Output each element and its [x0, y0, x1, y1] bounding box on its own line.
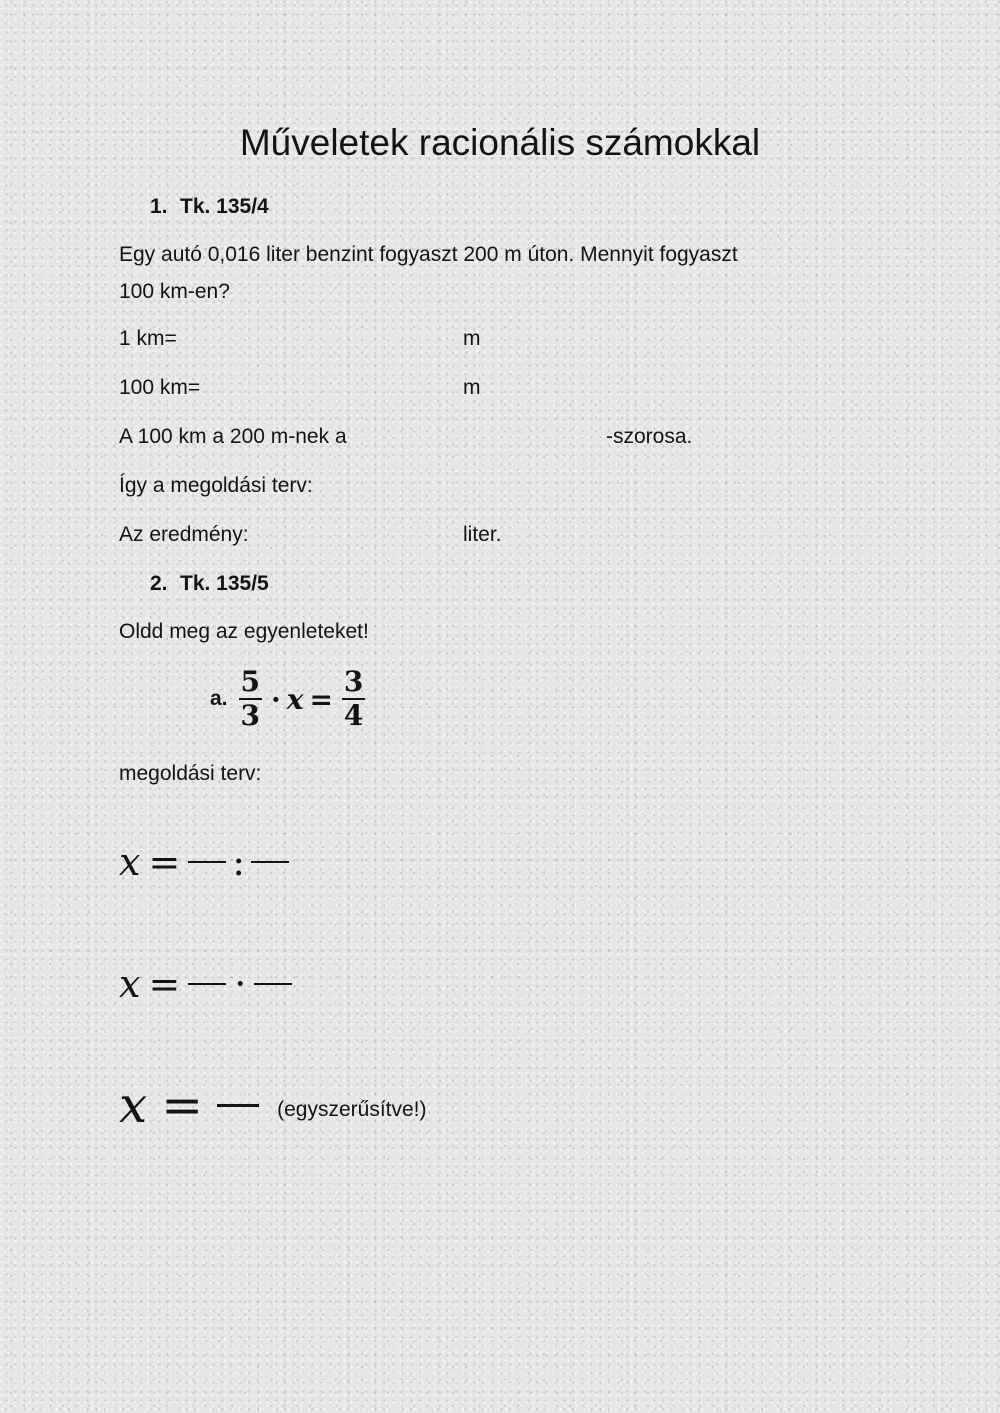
fraction-right-numerator: 3	[342, 666, 365, 700]
task2-heading	[150, 572, 269, 596]
row3-suffix: -szorosa.	[606, 425, 693, 448]
row2-label: 100 km=	[119, 376, 201, 399]
line1-divide: :	[232, 840, 246, 884]
fraction-right-denominator: 4	[343, 699, 364, 733]
row2-unit: m	[463, 376, 481, 399]
line3-variable: x	[119, 1076, 148, 1134]
equation-a	[210, 666, 368, 732]
fraction-right	[342, 666, 365, 732]
line2-equals: =	[148, 962, 181, 1006]
result-label: Az eredmény:	[119, 523, 249, 546]
solution-line-3	[119, 1076, 427, 1134]
task2-heading-text: Tk. 135/5	[180, 572, 269, 595]
row3-label: A 100 km a 200 m-nek a	[119, 425, 347, 448]
fraction-left-denominator: 3	[240, 699, 260, 733]
page-title: Műveletek racionális számokkal	[239, 122, 761, 163]
line1-equals: =	[148, 840, 181, 884]
line2-fraction-blank-2	[254, 983, 292, 985]
simplify-note: (egyszerűsítve!)	[277, 1098, 427, 1121]
fraction-left-numerator: 5	[239, 666, 262, 700]
equation-a-label: a.	[210, 687, 228, 711]
row1-label: 1 km=	[119, 327, 177, 350]
solution-plan-label: megoldási terv:	[119, 762, 262, 785]
row1-unit: m	[463, 327, 481, 350]
task2-instruction: Oldd meg az egyenleteket!	[119, 620, 369, 643]
line1-fraction-blank-2	[251, 861, 289, 863]
line2-fraction-blank-1	[188, 983, 226, 985]
task1-number: 1.	[150, 195, 168, 218]
line3-fraction-blank	[217, 1104, 259, 1107]
variable-x: x	[286, 682, 304, 716]
line2-multiply: ·	[234, 962, 247, 1006]
task2-number: 2.	[150, 572, 168, 595]
line3-equals: =	[161, 1076, 204, 1134]
task1-question-line1: Egy autó 0,016 liter benzint fogyaszt 200 m úton. Mennyit fogyaszt	[119, 243, 738, 266]
equals-sign: =	[309, 682, 333, 716]
line1-fraction-blank-1	[188, 861, 226, 863]
line1-variable: x	[119, 840, 141, 884]
multiply-dot: ·	[271, 682, 281, 716]
plan-label: Így a megoldási terv:	[119, 474, 313, 497]
solution-line-2	[119, 962, 292, 1006]
task1-heading	[150, 195, 269, 219]
task1-heading-text: Tk. 135/4	[180, 195, 269, 218]
solution-line-1	[119, 840, 289, 884]
fraction-left	[239, 666, 262, 732]
result-unit: liter.	[463, 523, 502, 546]
task1-question-line2: 100 km-en?	[119, 280, 230, 303]
line2-variable: x	[119, 962, 141, 1006]
